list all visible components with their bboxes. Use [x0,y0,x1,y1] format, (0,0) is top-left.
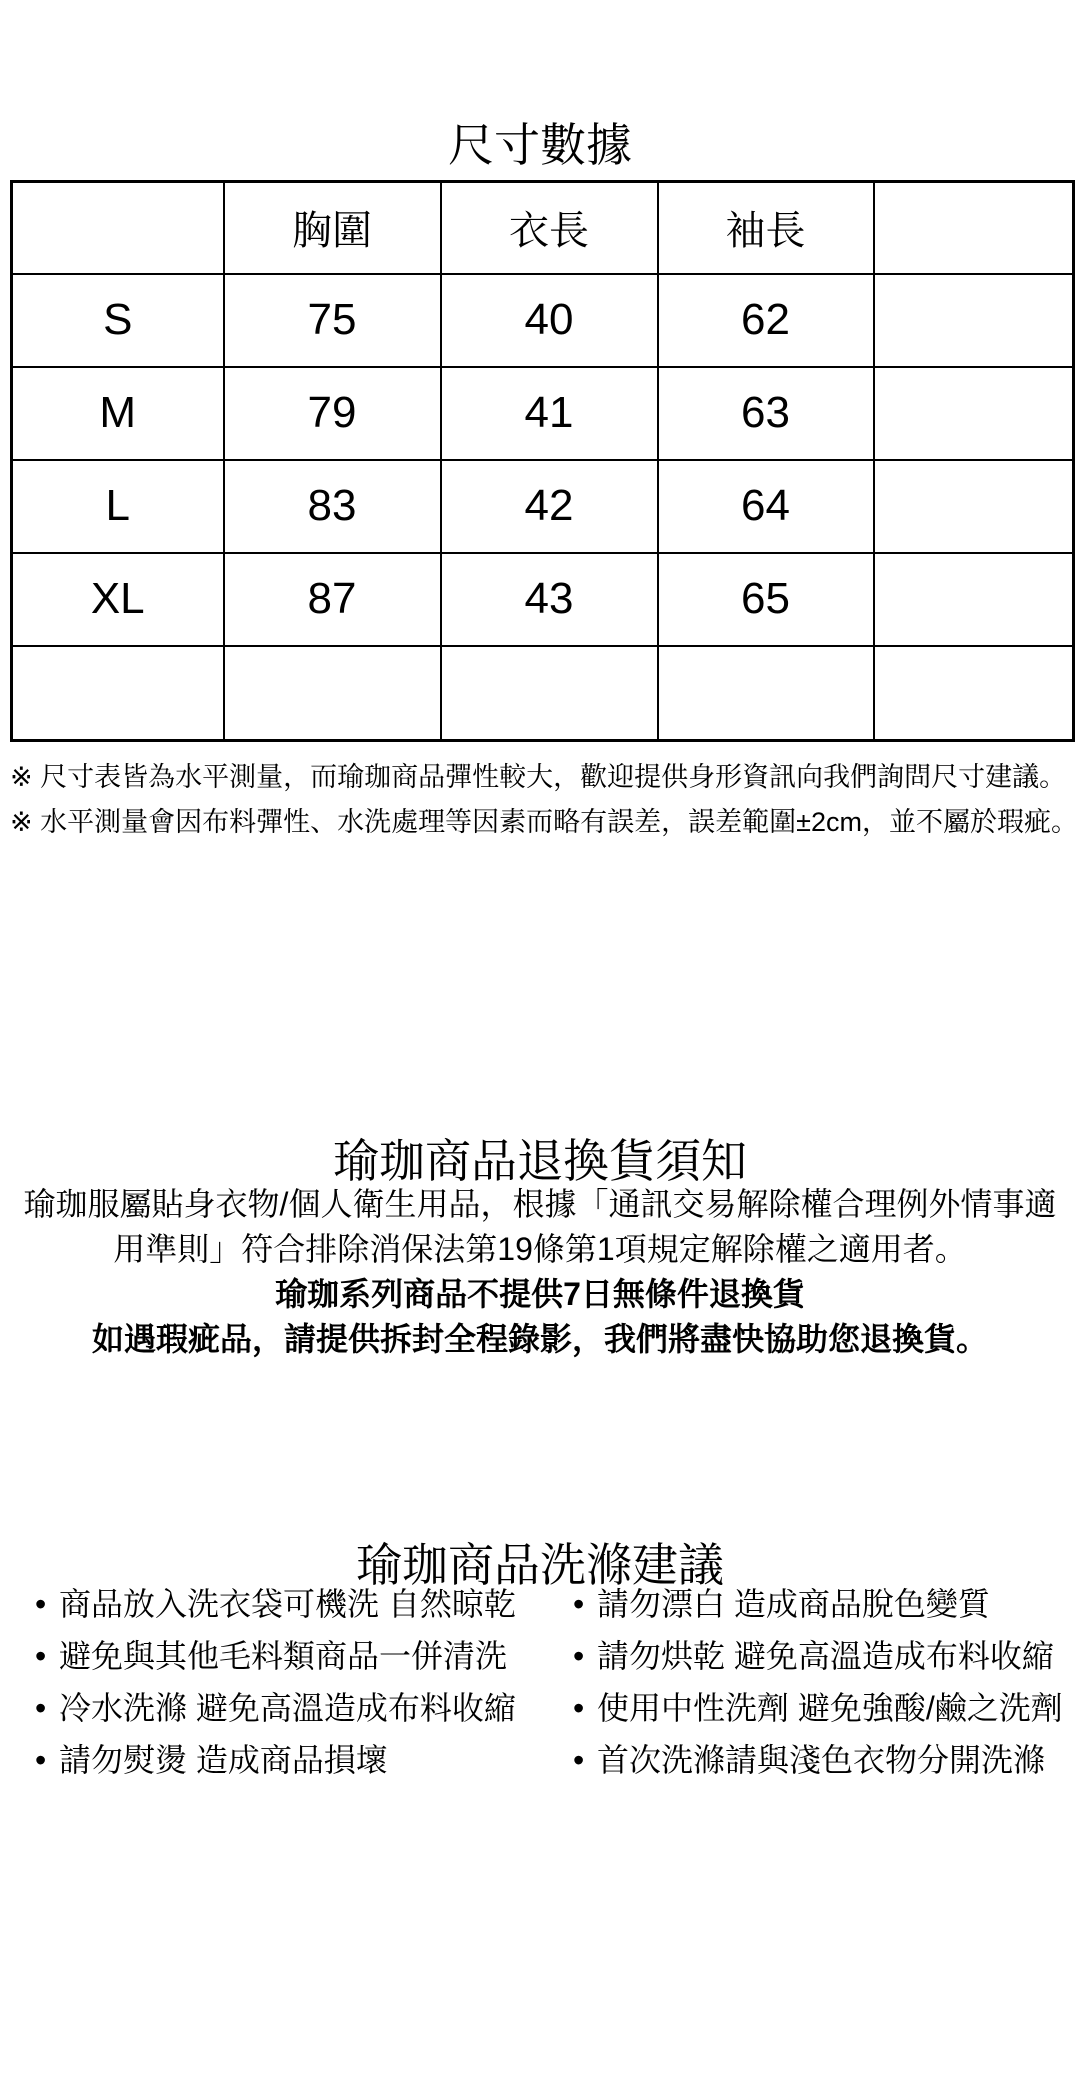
header-cell-extra [874,182,1074,274]
sleeve-value-cell: 64 [658,460,874,553]
chest-value-cell: 87 [224,553,441,646]
size-table [10,180,1075,742]
size-label-cell: M [12,367,224,460]
extra-cell [874,460,1074,553]
extra-cell [874,646,1074,741]
washing-item: • 請勿烘乾 避免高溫造成布料收縮 [573,1630,1080,1682]
length-value-cell: 43 [441,553,658,646]
header-cell-sleeve: 袖長 [658,182,874,274]
return-policy-title: 瑜珈商品退換貨須知 [333,1135,747,1188]
header-cell-length: 衣長 [441,182,658,274]
washing-advice-lists [0,1578,1080,1786]
size-row-l [12,460,1074,553]
size-table-header-row [12,182,1074,274]
washing-item: • 使用中性洗劑 避免強酸/鹼之洗劑 [573,1682,1080,1734]
size-label-cell [12,646,224,741]
length-value-cell: 42 [441,460,658,553]
header-cell-chest: 胸圍 [224,182,441,274]
length-value-cell [441,646,658,741]
chest-value-cell: 79 [224,367,441,460]
washing-list-right-ul [540,1578,1080,1786]
size-row-xl [12,553,1074,646]
return-policy-line-1: 瑜珈服屬貼身衣物/個人衛生用品，根據「通訊交易解除權合理例外情事適 [23,1186,1057,1222]
washing-item: • 請勿熨燙 造成商品損壞 [35,1734,540,1786]
size-label-cell: S [12,274,224,367]
chest-value-cell [224,646,441,741]
return-policy-defect-line: 如遇瑕疵品，請提供拆封全程錄影，我們將盡快協助您退換貨。 [91,1321,988,1357]
extra-cell [874,367,1074,460]
washing-item: • 冷水洗滌 避免高溫造成布料收縮 [35,1682,540,1734]
sleeve-value-cell: 63 [658,367,874,460]
washing-advice-title: 瑜珈商品洗滌建議 [356,1539,724,1592]
chest-value-cell: 83 [224,460,441,553]
sleeve-value-cell: 62 [658,274,874,367]
washing-item: • 請勿漂白 造成商品脫色變質 [573,1578,1080,1630]
return-policy-line-2: 用準則」符合排除消保法第19條第1項規定解除權之適用者。 [113,1231,967,1267]
size-label-cell: XL [12,553,224,646]
size-data-title: 尺寸數據 [448,118,632,171]
size-row-empty [12,646,1074,741]
extra-cell [874,553,1074,646]
washing-item: • 首次洗滌請與淺色衣物分開洗滌 [573,1734,1080,1786]
washing-item: • 避免與其他毛料類商品一併清洗 [35,1630,540,1682]
return-policy-body [0,1182,1080,1362]
return-policy-no-7day-line: 瑜珈系列商品不提供7日無條件退換貨 [275,1276,805,1312]
extra-cell [874,274,1074,367]
sleeve-value-cell [658,646,874,741]
size-notes [10,755,1078,845]
washing-item: • 商品放入洗衣袋可機洗 自然晾乾 [35,1578,540,1630]
size-note-tolerance: ※ 水平測量會因布料彈性、水洗處理等因素而略有誤差，誤差範圍±2cm，並不屬於瑕疵。 [10,807,1078,837]
length-value-cell: 41 [441,367,658,460]
washing-list-right [540,1578,1080,1786]
sleeve-value-cell: 65 [658,553,874,646]
header-cell-size [12,182,224,274]
washing-list-left-ul [0,1578,540,1786]
length-value-cell: 40 [441,274,658,367]
size-row-m [12,367,1074,460]
size-note-measurement: ※ 尺寸表皆為水平測量，而瑜珈商品彈性較大，歡迎提供身形資訊向我們詢問尺寸建議。 [10,762,1067,792]
size-label-cell: L [12,460,224,553]
size-row-s [12,274,1074,367]
chest-value-cell: 75 [224,274,441,367]
washing-list-left [0,1578,540,1786]
